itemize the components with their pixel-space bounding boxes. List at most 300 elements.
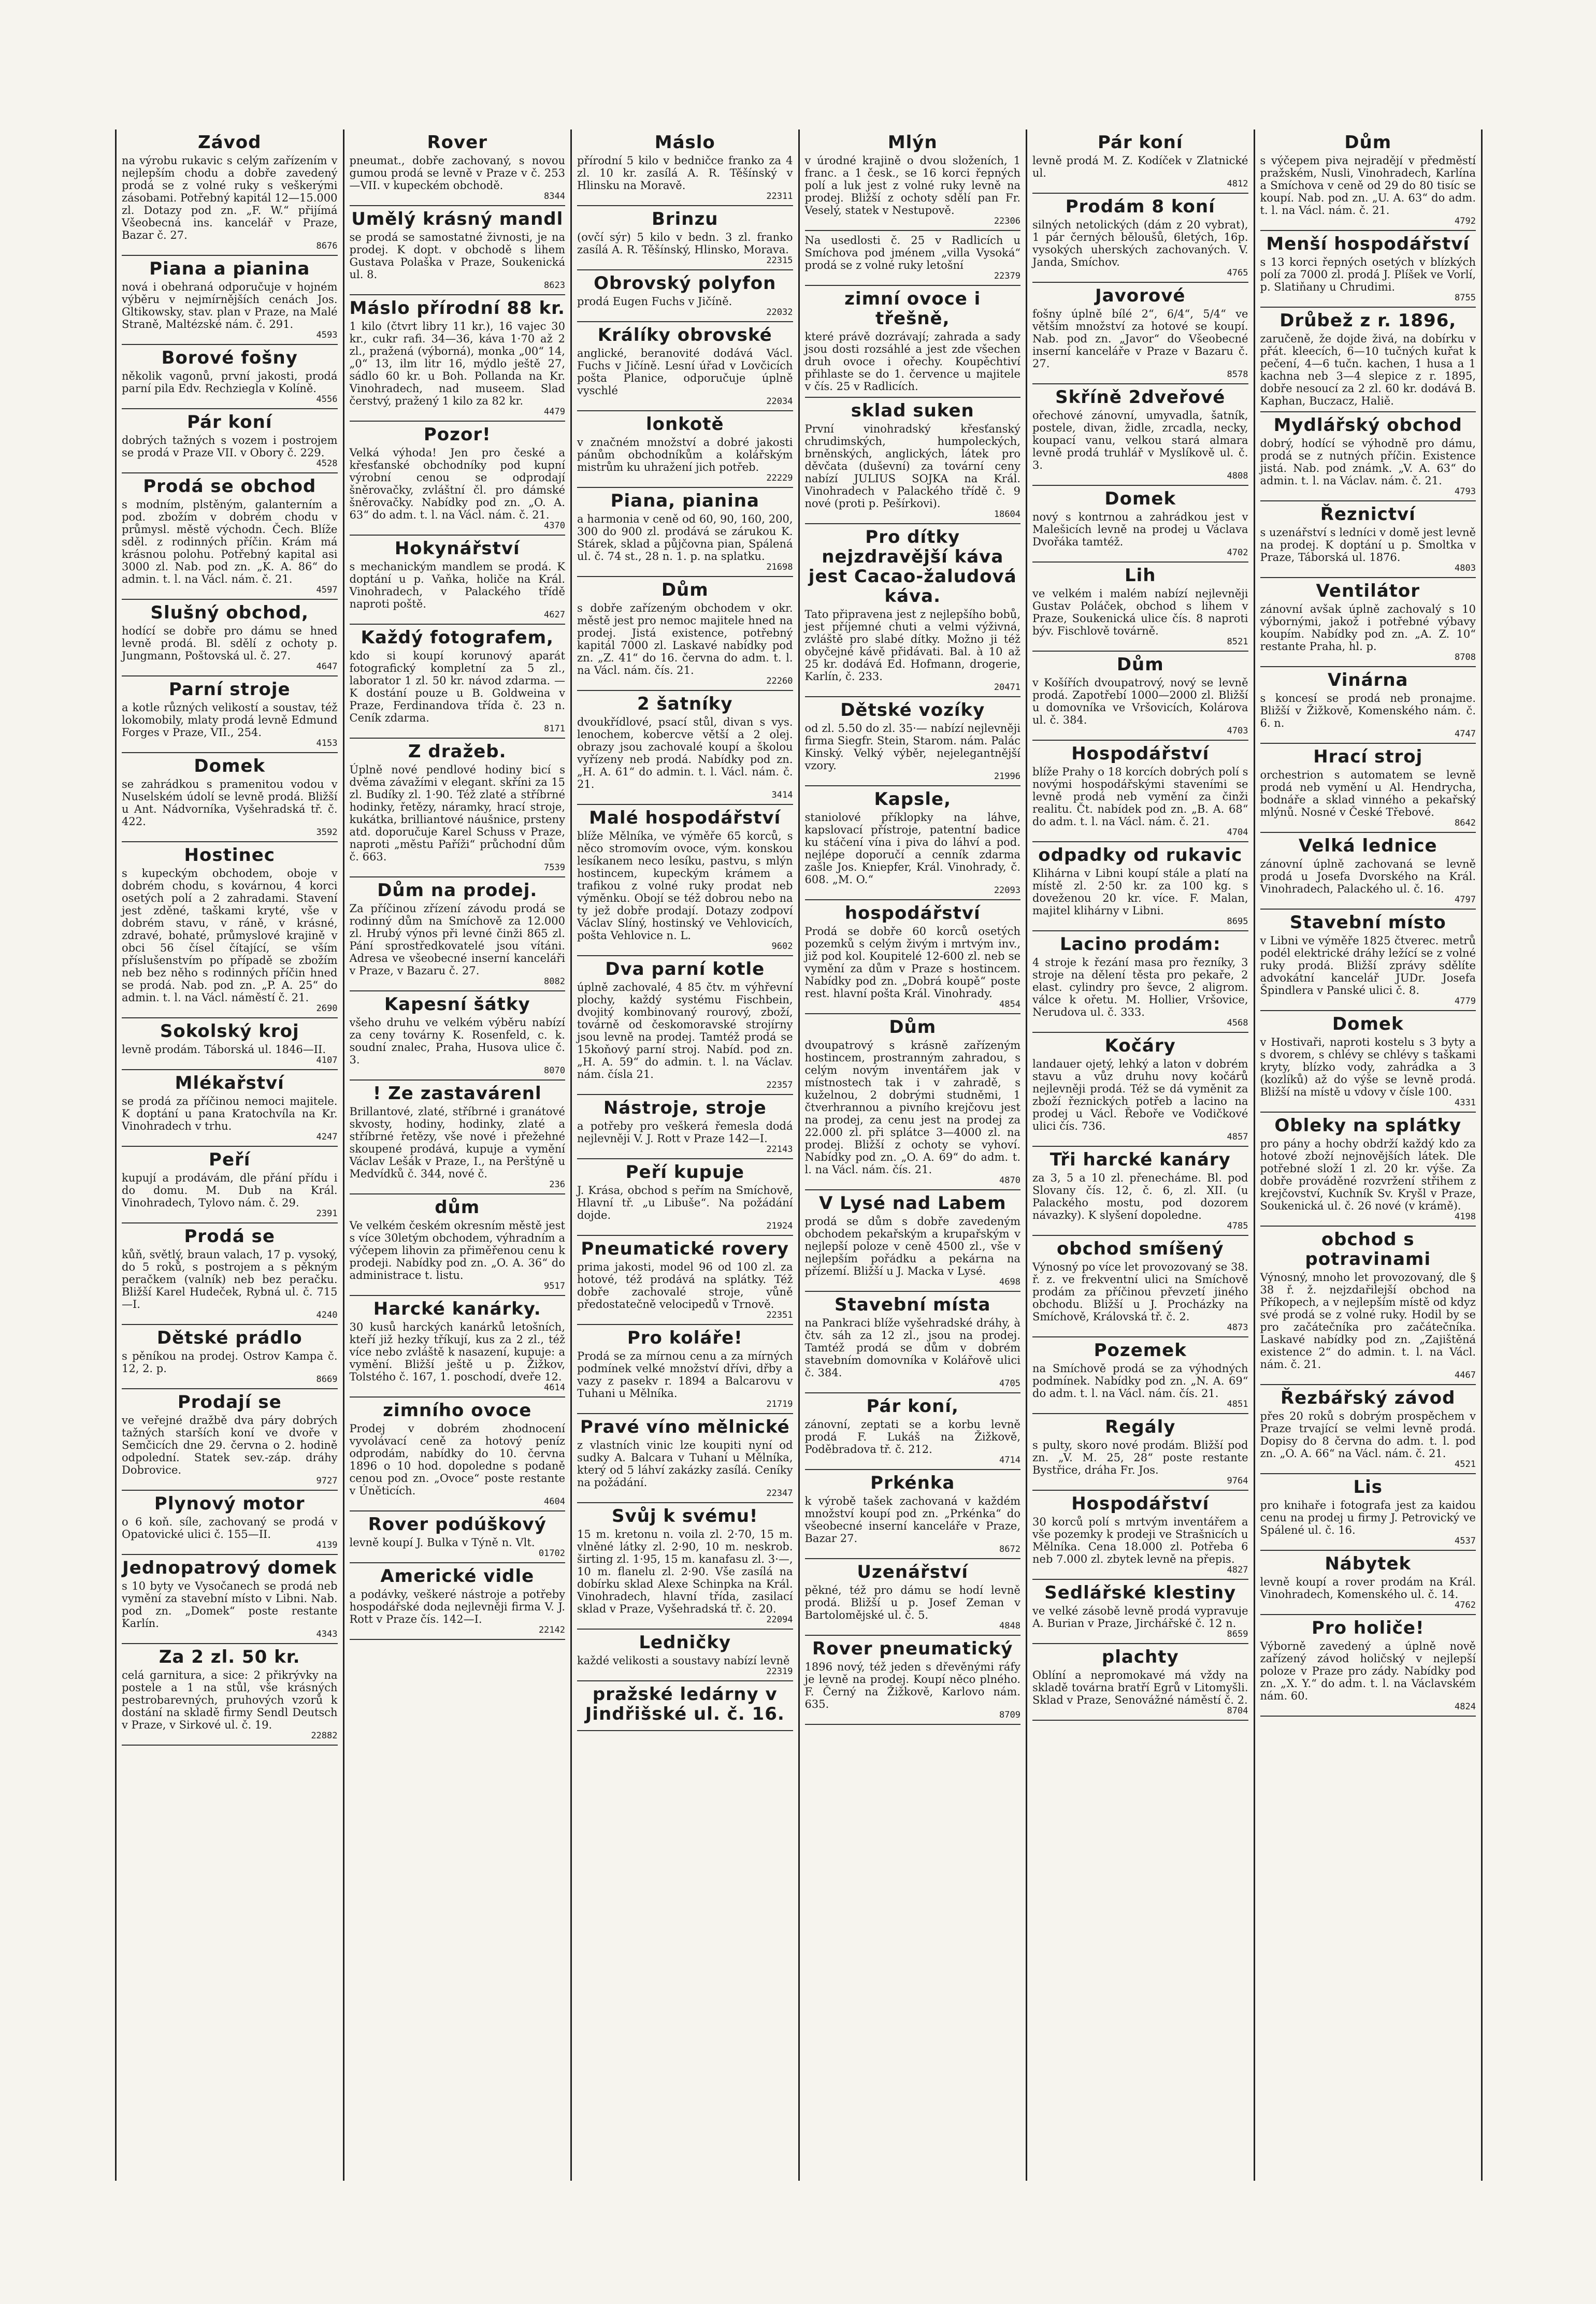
ad-headline: Dětské vozíky [840, 700, 985, 721]
ad-headline: Dům na prodej. [377, 880, 538, 901]
ad-headline: Hospodářství [1071, 743, 1210, 764]
ad-reference-number: 4467 [1455, 1370, 1476, 1380]
classified-ad [577, 411, 793, 488]
classified-ad [1032, 931, 1248, 1033]
classified-ad [577, 1503, 793, 1630]
ad-reference-number: 22357 [766, 1080, 793, 1090]
classified-ad [577, 577, 793, 691]
ad-headline: Parní stroje [168, 679, 291, 700]
ad-reference-number: 22034 [766, 396, 793, 407]
ad-headline: Harcké kanárky. [373, 1299, 541, 1319]
ad-body: přes 20 roků s dobrým prospěchem v Praze trvající se velmi levně prodá. Dopisy do 8 června do adm. t. l. pod zn. „O. A. 66“ na Václ. nám. č. 21. [1260, 1410, 1476, 1460]
ad-reference-number: 4747 [1455, 729, 1476, 739]
ad-headline: Hostinec [184, 845, 275, 866]
ad-body: a harmonia v ceně od 60, 90, 160, 200, 300 do 900 zl. prodává se zárukou K. Stárek, sklad a půjčovna pian, Spálená ul. č. 74 st., 28 n. 1. p. na splatku. [577, 513, 793, 563]
classified-ad [805, 1470, 1021, 1559]
ad-reference-number: 4870 [999, 1175, 1020, 1186]
ad-body: pneumat., dobře zachovaný, s novou gumou prodá se levně v Praze v č. 253—VII. v kupeckém obchodě. [349, 154, 565, 192]
ad-headline: Za 2 zl. 50 kr. [159, 1647, 300, 1667]
ad-reference-number: 8709 [999, 1710, 1020, 1720]
ad-body: kdo si koupí korunový aparát fotografický kompletní za 5 zl., laborator 1 zl. 50 kr. návod zdarma. — K dostání pouze u B. Goldweina v Praze, Ferdinandova třída č. 23 n. Ceník zdarma. [349, 650, 565, 724]
ad-body: v Libni ve výměře 1825 čtverec. metrů podél elektrické dráhy ležící se z volné ruky prodá. Bližší zprávy sdělíte advokátní kancelář JUDr. Josefa Špindlera v Panské ulici č. 8. [1260, 934, 1476, 997]
classified-ad [1260, 744, 1476, 833]
ad-headline: Drůbež z r. 1896, [1279, 310, 1457, 331]
ad-body: J. Krása, obchod s peřím na Smíchově, Hlavní tř. „u Libuše“. Na požádání dojde. [577, 1184, 793, 1221]
ad-reference-number: 22882 [311, 1731, 338, 1741]
ad-body: hodící se dobře pro dámu se hned levně prodá. Bl. sdělí z ochoty p. Jungmann, Poštovská ul. č. 27. [122, 625, 338, 662]
ad-body: prima jakosti, model 96 od 100 zl. za hotové, též prodává na splátky. Též dobře zachovalé stroje, vůně předostatečně velocipedů v Trnově. [577, 1261, 793, 1311]
ad-reference-number: 22093 [994, 885, 1020, 896]
ad-body: v Košířích dvoupatrový, nový se levně prodá. Zapotřebí 1000—2000 zl. Bližší u domovníka ve Vršovicích, Kolárova ul. č. 384. [1032, 676, 1248, 726]
ad-reference-number: 4331 [1455, 1098, 1476, 1108]
ad-reference-number: 22260 [766, 676, 793, 686]
ad-body: anglické, beranovité dodává Václ. Fuchs v Jičíně. Lesní úřad v Lovčicích pošta Planice, odporučuje úplně vyschlé [577, 347, 793, 397]
ad-headline: Pozemek [1094, 1340, 1187, 1361]
ad-reference-number: 9764 [1227, 1476, 1248, 1486]
ad-body: pro pány a hochy obdrží každý kdo za hotové zboží nejnovějších látek. Dle potřebné složí 1 zl. 20 kr. výše. Za dobře prováděné rozvržení střihem z krejčovství, Kuchník Sv. Kryšl v Praze, Soukenická ul. č. 26 nové (v krámě). [1260, 1137, 1476, 1212]
ad-headline: zimního ovoce [383, 1400, 532, 1421]
ad-reference-number: 4857 [1227, 1132, 1248, 1142]
classified-ad [122, 1018, 338, 1070]
classified-ad [805, 1636, 1021, 1725]
ad-reference-number: 4704 [1227, 827, 1248, 838]
ad-reference-number: 4614 [544, 1383, 565, 1393]
ad-headline: Domek [1332, 1014, 1404, 1034]
ad-body: nová i obehraná odporučuje v hojném výběru v nejmírnějších cenách Jos. Gltikowsky, stav. plan v Praze, na Malé Straně, Maltézské nám. č. 291. [122, 281, 338, 330]
ad-reference-number: 8642 [1455, 818, 1476, 828]
ad-headline: Americké vidle [380, 1566, 535, 1587]
ad-reference-number: 4827 [1227, 1565, 1248, 1575]
ad-reference-number: 4568 [1227, 1018, 1248, 1028]
ad-headline: Skříně 2dveřové [1055, 387, 1226, 408]
ad-column [344, 129, 572, 2181]
classified-ad [350, 1511, 566, 1563]
ad-column [1255, 129, 1483, 2181]
ad-headline: Kapsle, [874, 789, 951, 810]
classified-ad [350, 1081, 566, 1194]
ad-headline: odpadky od rukavic [1038, 845, 1243, 866]
classified-ad [1260, 910, 1476, 1011]
ad-headline: zimní ovoce i třešně, [844, 289, 981, 329]
ad-reference-number: 22094 [766, 1615, 793, 1625]
ad-body: dvoukřídlové, psací stůl, divan s vys. lenochem, kobercve větší a 2 olej. obrazy jsou zachovalé koupí a školou vyřízeny neb prodá. Nabídky pod zn. „H. A. 61“ do admin. t. l. Václ. nám. č. 21. [577, 716, 793, 790]
ad-reference-number: 22319 [766, 1666, 793, 1677]
ad-column [117, 129, 344, 2181]
ad-headline: Lacino prodám: [1059, 934, 1221, 955]
ad-reference-number: 21698 [766, 562, 793, 572]
ad-reference-number: 4593 [316, 330, 338, 340]
ad-body: s výčepem piva nejradějí v předměstí pražském, Nusli, Vinohradech, Karlína a Smíchova v ceně od 29 do 80 tisíc se koupí. Nab. pod zn. „U. A. 63“ do adm. t. l. na Václ. nám. č. 21. [1260, 154, 1476, 217]
ad-reference-number: 4604 [544, 1496, 565, 1507]
classified-ad [1260, 231, 1476, 308]
ad-headline: Rover [427, 132, 488, 153]
ad-body: 1 kilo (čtvrt libry 11 kr.), 16 vajec 30 kr., cukr rafi. 34—36, káva 1·70 až 2 zl., pražená (výborná), monka „00“ 14, „0“ 13, ilm litr 16, mýdlo ještě 27, sádlo 60 kr. u Boh. Pollanda na Kr. Vinohradech, nad museem. Slad čerstvý, pražený 1 kilo za 82 kr. [349, 320, 565, 407]
ad-reference-number: 4705 [999, 1378, 1020, 1389]
classified-ad [122, 676, 338, 753]
ad-reference-number: 8704 [1227, 1706, 1248, 1716]
classified-ad [122, 1389, 338, 1491]
ad-headline: Hokynářství [394, 538, 520, 559]
classified-ad [350, 625, 566, 739]
ad-headline: Řeznictví [1320, 504, 1416, 525]
ad-headline: Obrovský polyfon [594, 273, 777, 294]
ad-headline: Mlýn [887, 132, 938, 153]
classified-ad [1260, 833, 1476, 910]
ad-body: s koncesí se prodá neb pronajme. Bližší v Žižkově, Komenského nám. č. 6. n. [1260, 692, 1476, 729]
ad-reference-number: 4762 [1455, 1600, 1476, 1610]
ad-reference-number: 4556 [316, 394, 338, 405]
ad-headline: Rover podúškový [368, 1514, 547, 1535]
classified-ad [350, 206, 566, 295]
ad-reference-number: 9517 [544, 1281, 565, 1291]
ad-reference-number: 4597 [316, 585, 338, 595]
ad-reference-number: 4714 [999, 1455, 1020, 1465]
classified-ad [1260, 412, 1476, 501]
classified-ad [577, 1630, 793, 1681]
ad-body: Velká výhoda! Jen pro české a křesťanské obchodníky pod kupní výrobní cenou se odprodají šněrovačky, zvláštní čl. pro dámské šněrovačky. Nabídky pod zn. „O. A. 63“ do adm. t. l. na Václ. nám. č. 21. [349, 447, 565, 521]
ad-body: s modním, plstěným, galanterním a pod. zbožím v dobrém chodu v průmysl. městě východn. Čech. Blíže sděl. z rodinných příčin. Krám má krásnou polohu. Potřebný kapital asi 3000 zl. Nab. pod zn. „K. A. 86“ do admin. t. l. na Václ. nám. č. 21. [122, 498, 338, 585]
ad-headline: Uzenářství [857, 1562, 969, 1582]
ad-headline: Lis [1353, 1477, 1383, 1497]
ad-reference-number: 236 [549, 1179, 565, 1190]
ad-headline: Slušný obchod, [150, 602, 309, 623]
ad-headline: Pár koní [187, 412, 272, 433]
ad-reference-number: 4792 [1455, 216, 1476, 226]
ad-body: Tato připravena jest z nejlepšího bobů, jest příjemné chuti a velmi výživná, zvláště pro slabé dítky. Možno ji též obyčejné kávě přidávati. Bal. à 10 až 25 kr. dodává Ed. Hofmann, drogerie, Karlín, č. 233. [804, 608, 1020, 683]
ad-headline: Máslo přírodní 88 kr. [349, 298, 565, 319]
ad-reference-number: 22315 [766, 255, 793, 266]
classified-ad [577, 206, 793, 270]
ad-reference-number: 4848 [999, 1621, 1020, 1631]
ad-headline: Pro koláře! [627, 1328, 743, 1348]
ad-body: dobrých tažných s vozem i postrojem se prodá v Praze VII. v Obory č. 229. [122, 434, 338, 459]
classified-ad [1260, 1474, 1476, 1551]
ad-reference-number: 9727 [316, 1476, 338, 1486]
ad-headline: 2 šatníky [637, 694, 733, 714]
ad-headline: Velká lednice [1298, 836, 1437, 856]
ad-headline: Borové fošny [161, 348, 298, 368]
ad-headline: Hospodářství [1071, 1493, 1210, 1514]
ad-column [1027, 129, 1255, 2181]
ad-headline: V Lysé nad Labem [818, 1193, 1007, 1214]
ad-body: v úrodné krajině o dvou složeních, 1 franc. a 1 česk., se 16 korci řepných polí a luk jest z volné ruky levně na prodej. Bližší z ochoty sdělí pan Fr. Veselý, statek v Nestupově. [804, 154, 1020, 217]
ad-body: 15 m. kretonu n. voila zl. 2·70, 15 m. vlněné látky zl. 2·90, 10 m. neskrob. širting zl. 1·95, 15 m. kanafasu zl. 3·—, 10 m. flanelu zl. 2·90. Vše zasílá na dobírku sklad Alexe Schinpka na Král. Vinohradech, hlavní třída, zasilací sklad v Praze, Vyšehradská tř. č. 20. [577, 1528, 793, 1615]
ad-body: orchestrion s automatem se levně prodá neb vymění u Al. Hendrycha, bodnáře a sklad vinného a pekařský mlýnů. Nosné v České Třebové. [1260, 769, 1476, 818]
ad-body: 1896 nový, též jeden s dřevěnými ráfy je levně na prodej. Koupí něco plného. F. Černý na Žižkově, Karlovo nám. 635. [804, 1661, 1020, 1710]
classified-ad [577, 1681, 793, 1731]
ad-headline: Pozor! [423, 424, 491, 445]
ad-body: silných netolických (dám z 20 vybrat), 1 pár černých běloušů, 6letých, 16p. vysokých uherských zachovaných. V. Janda, Smíchov. [1032, 219, 1248, 268]
ad-headline: Ventilátor [1316, 581, 1420, 601]
ad-reference-number: 21924 [766, 1221, 793, 1231]
ad-body: pěkné, též pro dámu se hodí levně prodá. Bližší u p. Josef Zeman v Bartolomějské ul. č. 5. [804, 1584, 1020, 1621]
classified-ad [805, 786, 1021, 900]
ad-reference-number: 4803 [1455, 563, 1476, 573]
ad-headline: Peří kupuje [625, 1162, 744, 1183]
ad-body: v značném množství a dobré jakosti pánům obchodníkům a kolářským mistrům ku uhražení jich potřeb. [577, 436, 793, 473]
ad-reference-number: 22143 [766, 1144, 793, 1155]
ad-headline: Piana a pianina [149, 258, 310, 279]
ad-headline: ! Ze zastavárenl [372, 1083, 542, 1104]
ad-body: k výrobě tašek zachovaná v každém množství koupí pod zn. „Prkénka“ do všeobecné inserní kanceláře v Praze, Bazar 27. [804, 1495, 1020, 1545]
classified-ad [1032, 1337, 1248, 1414]
classified-ad [577, 270, 793, 322]
classified-ad [577, 488, 793, 577]
ad-reference-number: 4785 [1227, 1221, 1248, 1231]
classified-ad [350, 536, 566, 625]
ad-reference-number: 01702 [538, 1548, 565, 1559]
ad-reference-number: 8669 [316, 1374, 338, 1385]
ad-body: z vlastních vinic lze koupiti nyní od sudky A. Balcara v Tuhaní u Mělníka, který od 5 láhví zakázky zasílá. Ceníky na požádání. [577, 1439, 793, 1489]
ad-headline: Dům [1344, 132, 1392, 153]
classified-ad [1260, 1227, 1476, 1385]
ad-body: Oblíní a nepromokavé má vždy na skladě továrna bratří Egrů v Litomyšli. Sklad v Praze, Senovážné náměstí č. 2. [1032, 1669, 1248, 1706]
classified-ad [350, 739, 566, 877]
ad-headline: Stavební místa [835, 1294, 991, 1315]
ad-body: (ovčí sýr) 5 kilo v bedn. 3 zl. franko zasílá A. R. Těšínský, Hlinsko, Morava. [577, 231, 793, 256]
ad-headline: Králíky obrovské [597, 325, 772, 345]
ad-reference-number: 8070 [544, 1065, 565, 1076]
ad-reference-number: 3592 [316, 827, 338, 838]
classified-ad [350, 991, 566, 1081]
ad-body: První vinohradský křesťanský chrudimských, humpoleckých, brněnských, anglických, látek pro děvčata (duševní) za tovární ceny nabízí JULIUS SOJKA na Král. Vinohradech v Palackého třídě č. 9 nové (proti p. Pešírkovi). [804, 423, 1020, 510]
ad-headline: Dům [889, 1017, 937, 1038]
classified-ad [1260, 308, 1476, 412]
ad-headline: Pár koní [1098, 132, 1183, 153]
ad-body: s mechanickým mandlem se prodá. K doptání u p. Vaňka, holiče na Král. Vinohradech, v Palackého třídě naproti poště. [349, 560, 565, 610]
classified-ad [805, 1190, 1021, 1292]
classified-ad [1032, 652, 1248, 741]
ad-reference-number: 8521 [1227, 637, 1248, 647]
ad-body: levně koupí J. Bulka v Týně n. Vlt. [349, 1536, 535, 1549]
classified-ad [805, 129, 1021, 231]
ad-body: ve velkém i malém nabízí nejlevněji Gustav Poláček, obchod s lihem v Praze, Soukenická ulice čís. 8 naproti býv. Fischlově továrně. [1032, 587, 1248, 637]
ad-body: na Pankraci blíže vyšehradské dráhy, à čtv. sáh za 12 zl., jsou na prodej. Tamtéž prodá se dům v dobrém stavebním domovníka v Kolářově ulici č. 384. [804, 1317, 1020, 1379]
ad-body: s 10 byty ve Vysočanech se prodá neb vymění za stavební místo v Libni. Nab. pod zn. „Domek“ poste restante Karlín. [122, 1580, 338, 1630]
ad-body: za 3, 5 a 10 zl. přenecháme. Bl. pod Slovany čís. 12, č. 6, zl. XII. (u Palackého mostu, pod dozorem návazky). K slyšení dopoledne. [1032, 1172, 1248, 1221]
ad-body: dvoupatrový s krásně zařízeným hostincem, prostranným zahradou, s celým novým inventářem jak v místnostech tak i v zahradě, s kuželnou, 2 dobrými studněmi, 1 čtverhrannou a pivního krejčovu jest na prodej, za cenu jest na prodej za 22.000 zl. při splátce 3—4000 zl. na prodej. Bližší z ochoty se vyhoví. Nabídky pod zn. „O. A. 69“ do adm. t. l. na Václ. nám. čís. 21. [804, 1039, 1020, 1176]
ad-headline: Dětské prádlo [156, 1328, 303, 1348]
ad-reference-number: 2690 [316, 1003, 338, 1014]
ad-body: úplně zachovalé, 4 85 čtv. m výhřevní plochy, každý systému Fischbein, dvojitý kombinovaný rourový, zboží, továrně od českomoravské strojírny jsou levně na prodej. Tamtéž prodá se 15koňový parní stroj. Nabíd. pod zn. „H. A. 59“ do admin. t. l. na Václav. nám. čísla 21. [577, 981, 793, 1081]
classified-ad [1260, 1011, 1476, 1113]
ad-body: zaručeně, že dojde živá, na dobírku v přát. kleecích, 6—10 tučných kuřat k pečení, 4—6 tučn. kachen, 1 husa a 1 kachna neb 3—4 slepice z r. 1895, dobře nesoucí za 2 zl. 60 kr. dodává B. Kaphan, Buczacz, Haliě. [1260, 333, 1476, 407]
ad-reference-number: 4765 [1227, 268, 1248, 278]
ad-column [800, 129, 1028, 2181]
ad-headline: Umělý krásný mandl [351, 209, 564, 229]
ad-body: levně koupí a rover prodám na Král. Vinohradech, Komenského ul. č. 14. [1260, 1576, 1476, 1601]
ad-body: přírodní 5 kilo v bedničce franko za 4 zl. 10 kr. zasílá A. R. Těšínský v Hlinsku na Moravě. [577, 154, 793, 192]
classified-ad [577, 956, 793, 1095]
ad-column [572, 129, 800, 2181]
ad-headline: plachty [1101, 1647, 1179, 1667]
classified-ad [1032, 486, 1248, 563]
ad-headline: Nástroje, stroje [603, 1098, 767, 1118]
ad-reference-number: 2391 [316, 1208, 338, 1219]
ad-reference-number: 8578 [1227, 369, 1248, 380]
ad-reference-number: 4240 [316, 1310, 338, 1320]
ad-headline: Dům [1116, 654, 1164, 675]
ad-headline: Sokolský kroj [160, 1021, 299, 1042]
ad-headline: Dům [661, 580, 709, 600]
ad-reference-number: 4247 [316, 1132, 338, 1142]
classified-ad [805, 286, 1021, 398]
classified-ad [122, 1555, 338, 1644]
ad-headline: obchod smíšený [1056, 1239, 1224, 1259]
ad-headline: hospodářství [844, 903, 981, 924]
classified-ad [805, 398, 1021, 524]
ad-headline: Piana, pianina [610, 491, 759, 511]
classified-ad [1260, 1551, 1476, 1615]
ad-body: zánovní avšak úplně zachovalý s 10 výbornými, jakož i potřebné výbavy koupím. Nabídky pod zn. „A. Z. 10“ restante Praha, hl. p. [1260, 603, 1476, 653]
classified-ad [805, 697, 1021, 786]
classified-ad [1260, 1385, 1476, 1474]
ad-reference-number: 3414 [771, 790, 793, 800]
classified-ad [1032, 563, 1248, 652]
classified-ad [1032, 1033, 1248, 1147]
classified-ad [577, 691, 793, 805]
ad-headline: Dva parní kotle [605, 959, 765, 980]
ad-headline: Pro dítky nejzdravější káva jest Cacao-žaludová káva. [808, 527, 1017, 607]
ad-body: zánovní úplně zachovaná se levně prodá u Josefa Dvorského na Král. Vinohradech, Palackého ul. č. 16. [1260, 858, 1476, 895]
ad-body: ve veřejné dražbě dva páry dobrých tažných starších koní ve dvoře v Semčicích dne 29. června o 2. hodině odpolední. Statek sev.-záp. dráhy Dobrovice. [122, 1414, 338, 1476]
ad-reference-number: 4824 [1455, 1702, 1476, 1712]
classified-ad [805, 231, 1021, 286]
ad-reference-number: 22306 [994, 216, 1020, 226]
ad-body: s pulty, skoro nové prodám. Bližší pod zn. „V. M. 25, 28“ poste restante Bystřice, dráha Fr. Jos. [1032, 1439, 1248, 1476]
ad-headline: Javorové [1095, 285, 1186, 306]
ad-reference-number: 4647 [316, 661, 338, 672]
classified-ad [1032, 1147, 1248, 1236]
classified-ad [577, 322, 793, 411]
ad-body: celá garnitura, a sice: 2 přikrývky na postele a 1 na stůl, vše krásných pestrobarevných, pruhových vzorů k dostání na skladě firmy Sendl Deutsch v Praze, v Sirkové ul. č. 19. [122, 1669, 338, 1731]
ad-reference-number: 7539 [544, 862, 565, 873]
ad-reference-number: 4702 [1227, 548, 1248, 558]
ad-reference-number: 4703 [1227, 726, 1248, 736]
ad-headline: Tři harcké kanáry [1049, 1149, 1231, 1170]
ad-headline: Každý fotografem, [361, 627, 554, 648]
classified-ad [1032, 194, 1248, 283]
ad-reference-number: 22032 [766, 307, 793, 318]
ad-headline: Pár koní, [866, 1396, 959, 1417]
ad-headline: sklad suken [851, 400, 974, 421]
ad-headline: Mydlářský obchod [1273, 415, 1462, 436]
ad-body: které právě dozrávají; zahrada a sady jsou dosti rozsáhlé a jest zde všechen druh ovoce i ořechy. Koupěchtiví přihlaste se do 1. července u majitele v čís. 25 v Radlicích. [804, 330, 1020, 393]
classified-ad [1032, 842, 1248, 931]
classified-ad [1032, 1644, 1248, 1721]
ad-body: staniolové příklopky na láhve, kapslovací přístroje, patentní badice ku stáčení vína i piva do láhví a pod. nejlépe doporučí a cenník zdarma zašle Jos. Kniepfer, Král. Vinohrady, č. 608. „M. O.“ [804, 811, 1020, 886]
ad-headline: lonkotě [645, 414, 724, 435]
ad-reference-number: 4537 [1455, 1536, 1476, 1546]
ad-reference-number: 4370 [544, 521, 565, 531]
classified-ad [1260, 578, 1476, 667]
ad-reference-number: 4139 [316, 1540, 338, 1550]
ad-headline: Plynový motor [154, 1493, 305, 1514]
ad-headline: Jednopatrový domek [122, 1558, 337, 1578]
classified-ad [1032, 1236, 1248, 1337]
classified-ad [122, 1325, 338, 1389]
ad-body: se prodá se samostatné živnosti, je na prodej. K dopt. v obchodě s lihem Gustava Polaška v Praze, Soukenická ul. 8. [349, 231, 565, 281]
ad-reference-number: 4528 [316, 458, 338, 469]
ad-body: ořechové zánovní, umyvadla, šatník, postele, divan, židle, zrcadla, necky, koupací vanu, velkou stará almara levně prodá truhlář v Myslíkově ul. č. 3. [1032, 409, 1248, 471]
ad-reference-number: 22379 [994, 271, 1020, 281]
ad-headline: Hrací stroj [1313, 746, 1423, 767]
ad-body: prodá se dům s dobře zavedeným obchodem pekařským a krupařským v nejlepší poloze v ceně 4500 zl., vše v nejlepším pořádku a pekárna na přízemí. Bližší u J. Macka v Lysé. [804, 1215, 1020, 1277]
ad-headline: Kapesní šátky [384, 994, 530, 1015]
classified-ad [1260, 501, 1476, 578]
classified-ad [122, 753, 338, 842]
ad-headline: Mlékařství [175, 1073, 284, 1093]
ad-headline: Svůj k svému! [612, 1506, 758, 1527]
ad-reference-number: 8659 [1227, 1629, 1248, 1639]
ad-headline: Brinzu [651, 209, 718, 229]
classified-ad [1032, 129, 1248, 194]
classified-ad [1260, 129, 1476, 231]
ad-body: s dobře zařízeným obchodem v okr. městě jest pro nemoc majitele hned na prodej. Jistá existence, potřebný kapitál 7000 zl. Laskavé nabídky pod zn. „Z. 41“ do 16. června do adm. t. l. na Václ. nám. čís. 21. [577, 602, 793, 676]
ad-body: se prodá za příčinou nemoci majitele. K doptání u pana Kratochvíla na Kr. Vinohradech v trhu. [122, 1095, 338, 1132]
ad-body: dobrý, hodící se výhodně pro dámu, prodá se z nutných příčin. Existence jistá. Nab. pod známk. „V. A. 63“ do admin. t. l. na Václav. nám. č. 21. [1260, 437, 1476, 487]
classified-ad [350, 1296, 566, 1398]
ad-body: 4 stroje k řezání masa pro řezníky, 3 stroje na dělení těsta pro pekaře, 2 elast. cylindry pro ševce, 2 aligrom. válce k ořetu. M. Hollier, Vršovice, Nerudova ul. č. 333. [1032, 956, 1248, 1018]
ad-body: se zahrádkou s pramenitou vodou v Nuselském údolí se levně prodá. Bližší u Ant. Nádvorníka, Vyšehradská tř. č. 422. [122, 778, 338, 828]
ad-reference-number: 8082 [544, 976, 565, 987]
ad-headline: Závod [198, 132, 262, 153]
ad-headline: Prodá se [184, 1226, 275, 1247]
classified-ad [577, 1414, 793, 1503]
ad-body: s pěníkou na prodej. Ostrov Kampa č. 12, 2. p. [122, 1350, 338, 1375]
ad-body: s 13 korci řepných osetých v blízkých polí za 7000 zl. prodá J. Plíšek ve Vorlí, p. Slatiňany u Chrudimi. [1260, 256, 1476, 293]
classified-ad [122, 1147, 338, 1223]
classified-ad [805, 1292, 1021, 1393]
ad-body: Výnosný po více let provozovaný se 38. ř. z. ve frekventní ulici na Smíchově prodám za příčinou převzetí jiného obchodu. Bližší u J. Procházky na Smíchově, Královská tř. č. 2. [1032, 1261, 1248, 1323]
newspaper-classifieds-page [115, 129, 1483, 2181]
ad-reference-number: 4343 [316, 1629, 338, 1639]
classified-ad [122, 1223, 338, 1325]
classified-ad [1260, 1113, 1476, 1227]
ad-body: všeho druhu ve velkém výběru nabízí za ceny továrny K. Rosenfeld, c. k. soudní znalec, Praha, Husova ulice č. 3. [349, 1016, 565, 1066]
ad-headline: Prodají se [177, 1392, 282, 1413]
ad-reference-number: 8695 [1227, 916, 1248, 927]
ad-body: s kupeckým obchodem, oboje v dobrém chodu, s kovárnou, 4 korci osetých polí a 2 zahradami. Stavení jest zděné, taškami kryté, vše v dobrém stavu, v ráně, v krásné, zdravé, bohaté, průmyslové krajině v obci 56 čísel čítající, se vším příslušenstvím po případě se zbožím neb bez něho s rodinných příčin hned se prodá. Nab. pod zn. „P. A. 25“ do admin. t. l. na Václ. náměstí č. 21. [122, 867, 338, 1004]
classified-ad [122, 600, 338, 676]
ad-reference-number: 4779 [1455, 996, 1476, 1006]
ad-reference-number: 4808 [1227, 471, 1248, 481]
ad-headline: Máslo [654, 132, 715, 153]
ad-reference-number: 4854 [999, 999, 1020, 1010]
ad-reference-number: 4107 [316, 1055, 338, 1065]
classified-ad [350, 1398, 566, 1511]
ad-body: Prodej v dobrém zhodnocení vyvolávací ceně za hotový peníz odprodám, nabídky do 10. června 1896 o 10 hod. dopoledne s podaně cenou pod zn. „Ovoce“ poste restante v Úněticích. [349, 1422, 565, 1497]
ad-reference-number: 4851 [1227, 1399, 1248, 1409]
classified-ad [122, 1070, 338, 1147]
ad-headline: Regály [1105, 1417, 1176, 1437]
ad-reference-number: 21719 [766, 1399, 793, 1409]
ad-headline: Sedlářské klestiny [1044, 1582, 1236, 1603]
ad-body: a kotle různých velikostí a soustav, též lokomobily, mlaty prodá levně Edmund Forges v Praze, VII., 254. [122, 701, 338, 739]
classified-ad [122, 842, 338, 1018]
ad-body: kůň, světlý, braun valach, 17 p. vysoký, do 5 roků, s postrojem a s pěkným peračkem (valník) neb bez peračku. Bližší Karel Hudeček, Rybná ul. č. 715—I. [122, 1248, 338, 1311]
ad-reference-number: 8171 [544, 724, 565, 734]
ad-headline: pražské ledárny v Jindřišské ul. č. 16. [585, 1684, 785, 1724]
ad-reference-number: 8672 [999, 1544, 1020, 1554]
ad-headline: Nábytek [1325, 1553, 1412, 1574]
classified-ad [577, 1325, 793, 1414]
ad-body: Na usedlosti č. 25 v Radlicích u Smíchova pod jménem „villa Vysoká“ prodá se z volné ruky letošní [804, 234, 1020, 271]
ad-body: blíže Mělníka, ve výměře 65 korců, s něco stromovím ovoce, vým. konskou lesíkanem neco lesíku, pastvu, s mlýn hostincem, kupeckým krámem a trafikou z volné ruky prodat neb výměnku. Obojí se též dobrou nebo na ty jež dobře prodají. Dotazy zodpoví Václav Slíný, hostinský ve Vehlovicích, pošta Vehlovice n. L. [577, 830, 793, 942]
ad-reference-number: 4627 [544, 610, 565, 620]
ad-body: několik vagonů, první jakosti, prodá parní pila Edv. Rechziegla v Kolíně. [122, 370, 338, 395]
ad-body: od zl. 5.50 do zl. 35·— nabízí nejlevněji firma Siegfr. Stein, Starom. nám. Palác Kinský. Velký výběr, nejelegantnější vzory. [804, 722, 1020, 772]
